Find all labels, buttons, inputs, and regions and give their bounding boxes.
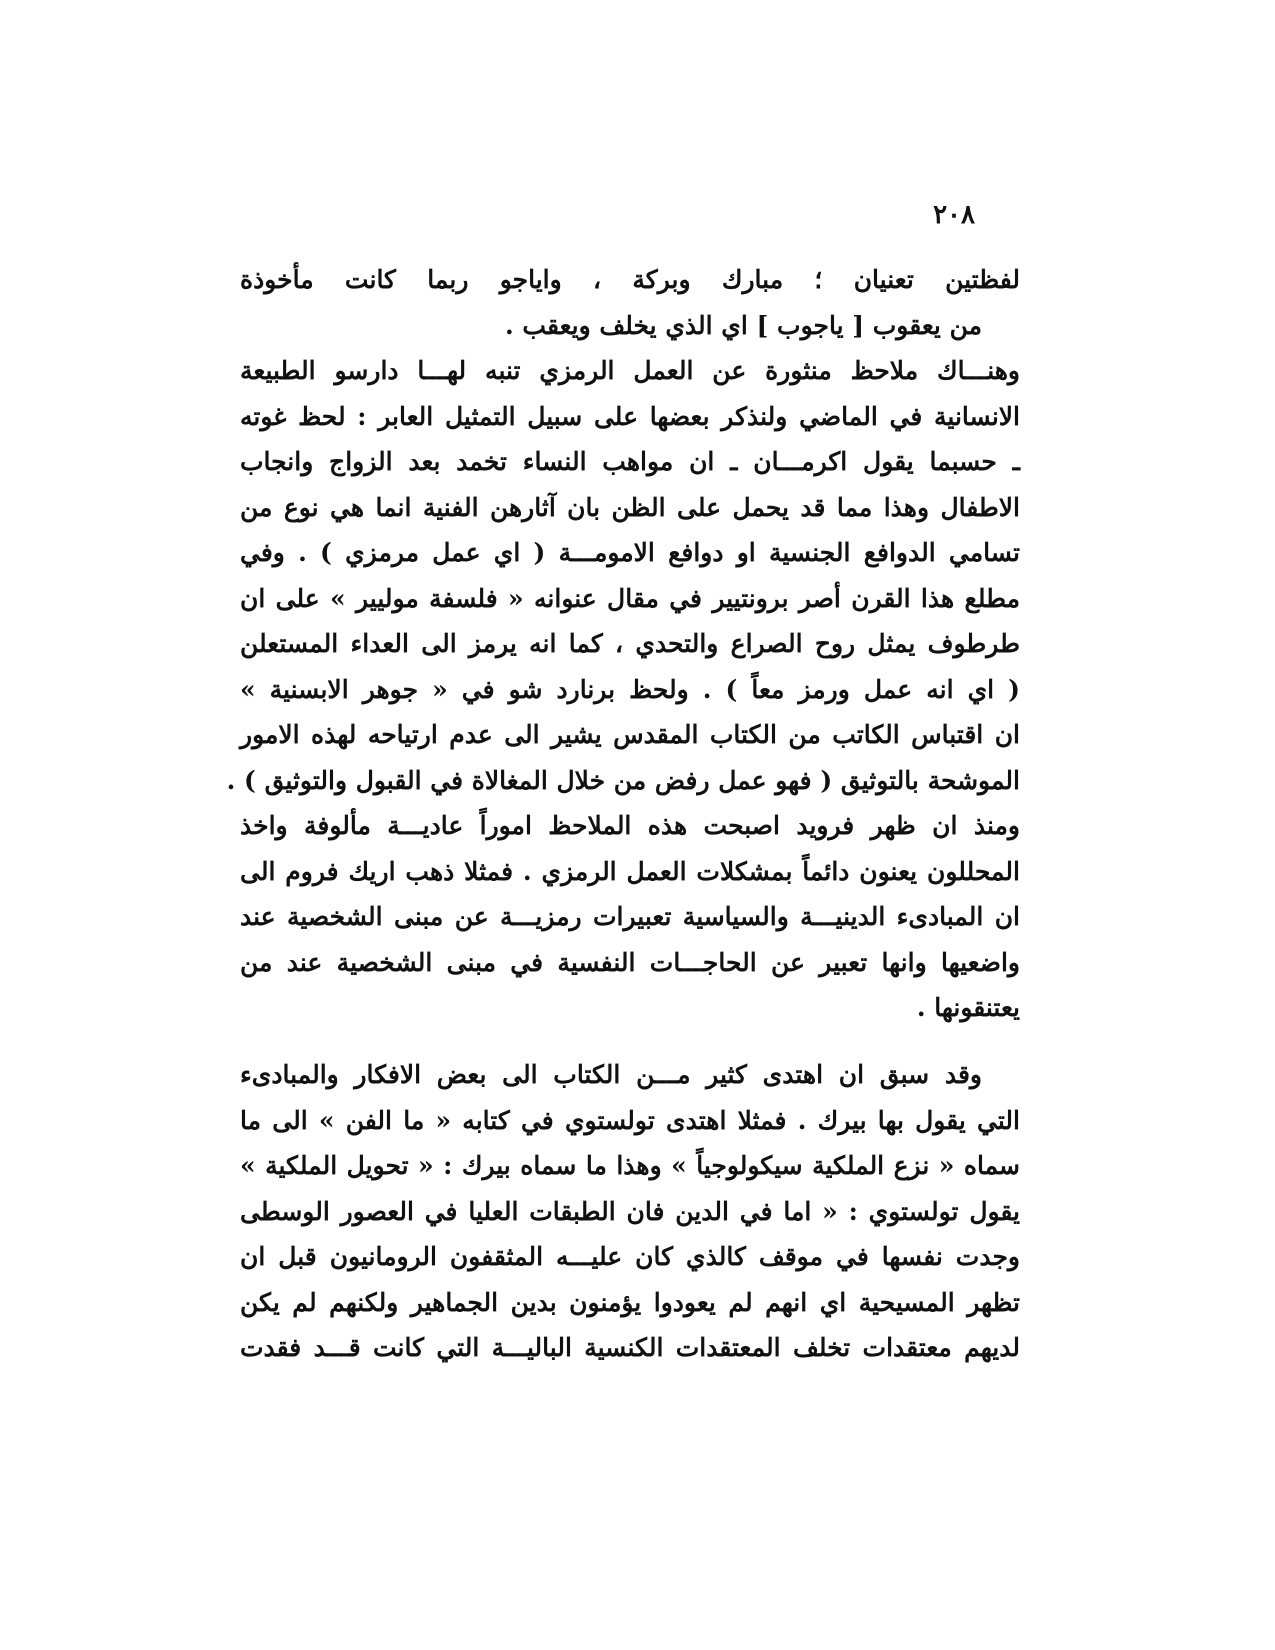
text-line: تسامي الدوافع الجنسية او دوافع الامومـــة ( اي عمل مرمزي ) . وفي xyxy=(240,538,1020,567)
text-line: وهنـــاك ملاحظ منثورة عن العمل الرمزي تنبه لهـــا دارسو الطبيعة xyxy=(240,356,1020,385)
text-line: الاطفال وهذا مما قد يحمل على الظن بان آثارهن الفنية انما هي نوع من xyxy=(240,492,1020,522)
page-number: ٢٠٨ xyxy=(933,200,975,230)
text-block-lower xyxy=(240,1052,1020,1371)
text-line: يقول تولستوي : « اما في الدين فان الطبقات العليا في العصور الوسطى xyxy=(240,1196,1020,1226)
paragraph-1 xyxy=(240,257,1020,348)
text-line: ومنذ ان ظهر فرويد اصبحت هذه الملاحظ اموراً عاديـــة مألوفة واخذ xyxy=(240,811,1020,840)
text-line: سماه « نزع الملكية سيكولوجياً » وهذا ما سماه بيرك : « تحويل الملكية » xyxy=(240,1151,1020,1180)
text-line: ان المبادىء الدينيـــة والسياسية تعبيرات رمزيـــة عن مبنى الشخصية عند xyxy=(240,902,1020,931)
text-line: لديهم معتقدات تخلف المعتقدات الكنسية الباليـــة التي كانت قـــد فقدت xyxy=(240,1333,1020,1362)
text-block-upper xyxy=(226,257,1020,1031)
paragraph-3 xyxy=(240,1052,1020,1371)
text-line: يعتنقونها . xyxy=(916,993,1020,1022)
text-line: من يعقوب [ ياجوب ] اي الذي يخلف ويعقب . xyxy=(504,310,982,340)
text-line: ( اي انه عمل ورمز معاً ) . ولحظ برنارد شو في « جوهر الابسنية » xyxy=(240,674,1020,704)
text-line: تظهر المسيحية اي انهم لم يعودوا يؤمنون بدين الجماهير ولكنهم لم يكن xyxy=(240,1287,1020,1317)
text-line: المحللون يعنون دائماً بمشكلات العمل الرمزي . فمثلا ذهب اريك فروم الى xyxy=(240,856,1020,886)
text-line: ان اقتباس الكاتب من الكتاب المقدس يشير الى عدم ارتياحه لهذه الامور xyxy=(240,720,1020,749)
text-line: ـ حسبما يقول اكرمـــان ـ ان مواهب النساء تخمد بعد الزواج وانجاب xyxy=(240,447,1020,476)
paragraph-2 xyxy=(226,348,1020,1031)
text-line: وجدت نفسها في موقف كالذي كان عليـــه المثقفون الرومانيون قبل ان xyxy=(240,1242,1020,1271)
text-line: الانسانية في الماضي ولنذكر بعضها على سبيل التمثيل العابر : لحظ غوته xyxy=(240,401,1020,431)
text-line: وقد سبق ان اهتدى كثير مـــن الكتاب الى بعض الافكار والمبادىء xyxy=(240,1060,982,1089)
text-line: الموشحة بالتوثيق ( فهو عمل رفض من خلال المغالاة في القبول والتوثيق ) . xyxy=(226,765,1020,795)
text-line: مطلع هذا القرن أصر برونتيير في مقال عنوانه « فلسفة موليير » على ان xyxy=(240,583,1020,613)
text-line: واضعيها وانها تعبير عن الحاجـــات النفسية في مبنى الشخصية عند من xyxy=(240,947,1020,977)
text-line: التي يقول بها بيرك . فمثلا اهتدى تولستوي في كتابه « ما الفن » الى ما xyxy=(240,1105,1020,1135)
text-line: طرطوف يمثل روح الصراع والتحدي ، كما انه يرمز الى العداء المستعلن xyxy=(240,629,1020,658)
text-line: لفظتين تعنيان ؛ مبارك وبركة ، واياجو ربما كانت مأخوذة xyxy=(240,265,1020,294)
